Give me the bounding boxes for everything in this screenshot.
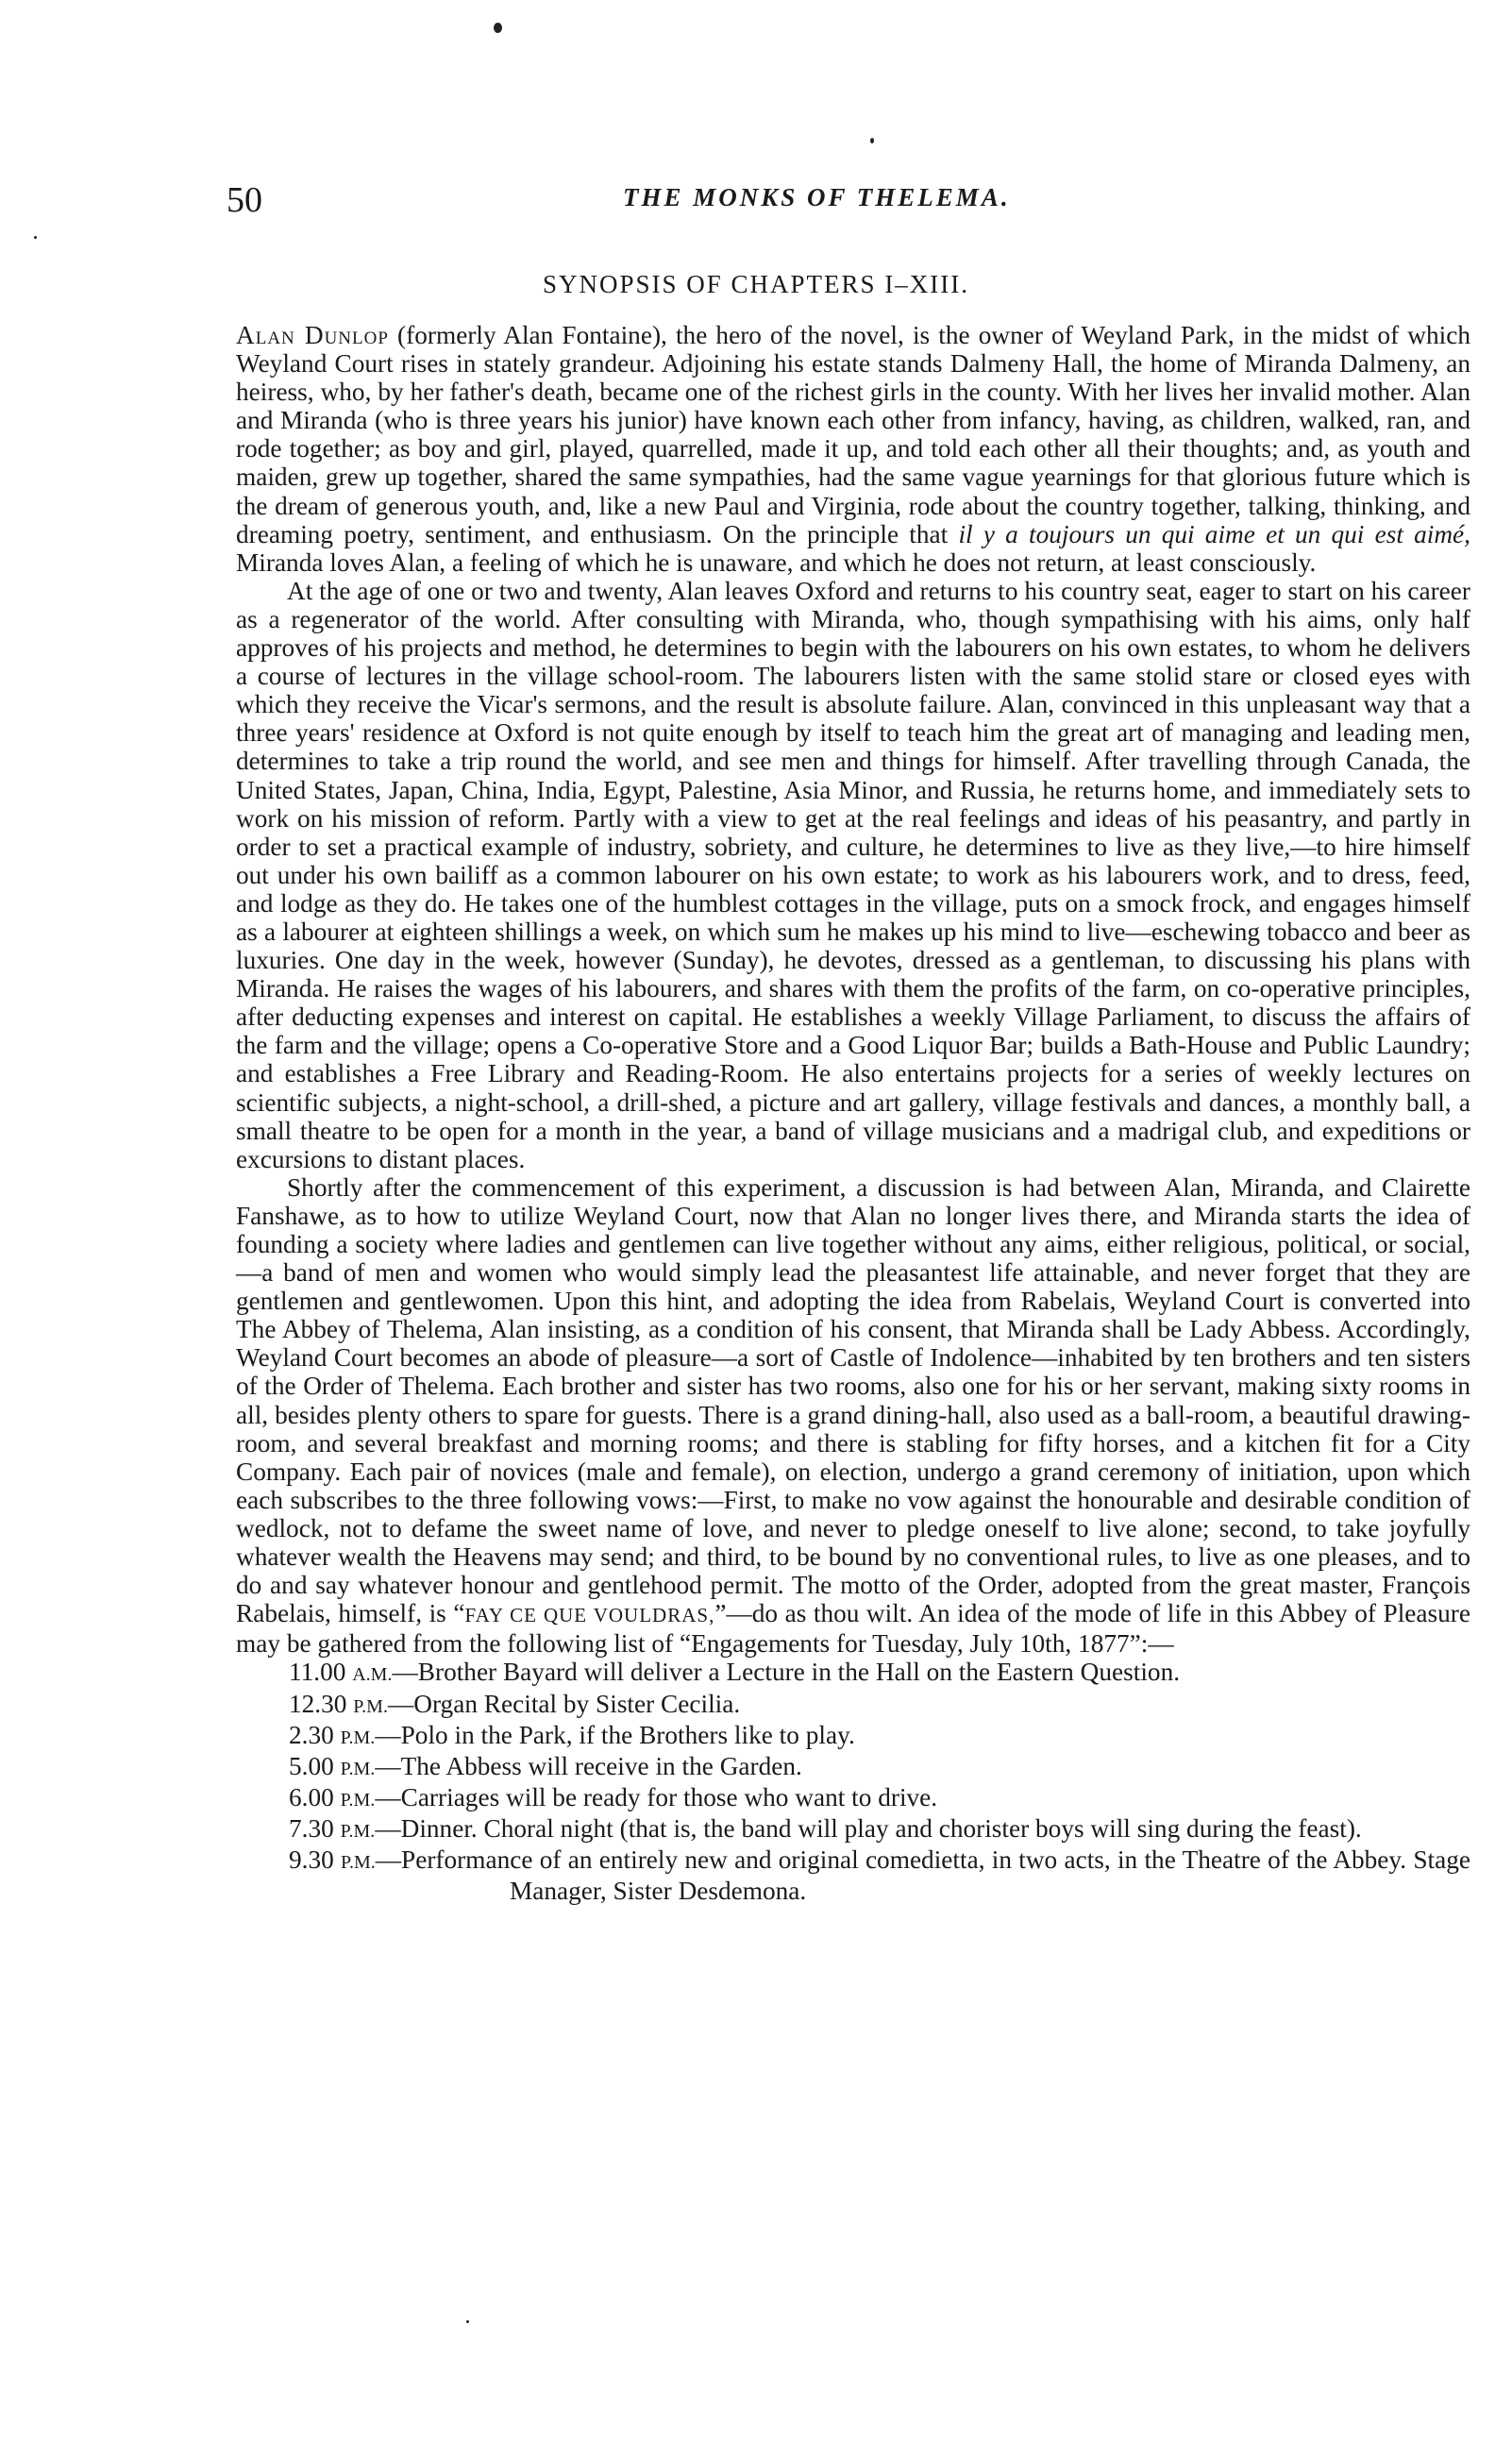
engagement-time: 5.00 xyxy=(289,1751,334,1780)
ink-speck-right xyxy=(870,138,874,143)
engagement-text: —Polo in the Park, if the Brothers like to play. xyxy=(375,1720,855,1749)
engagement-item xyxy=(236,1658,1470,1689)
engagement-period: P.M. xyxy=(340,1727,376,1748)
engagement-period: P.M. xyxy=(340,1789,376,1811)
engagement-time: 12.30 xyxy=(289,1689,347,1718)
french-quote: il y a toujours un qui aime et un qui est aimé, xyxy=(958,519,1470,548)
ink-speck-top xyxy=(494,23,502,33)
engagement-text: —Dinner. Choral night (that is, the band will play and chorister boys will sing during the feast). xyxy=(375,1813,1362,1843)
engagement-item xyxy=(236,1783,1470,1814)
engagement-time: 11.00 xyxy=(289,1658,346,1687)
engagement-text: —Brother Bayard will deliver a Lecture in the Hall on the Eastern Question. xyxy=(392,1658,1181,1687)
engagement-text: —Organ Recital by Sister Cecilia. xyxy=(387,1689,741,1718)
engagement-period: P.M. xyxy=(353,1695,388,1717)
page-header xyxy=(227,179,1472,227)
engagement-item xyxy=(236,1752,1470,1783)
ink-speck-left xyxy=(34,236,37,239)
order-motto: FAY CE QUE VOULDRAS, xyxy=(464,1604,715,1627)
engagement-period: P.M. xyxy=(341,1851,376,1873)
running-title: THE MONKS OF THELEMA. xyxy=(623,183,1011,211)
engagement-period: P.M. xyxy=(340,1758,376,1779)
synopsis-title: SYNOPSIS OF CHAPTERS I–XIII. xyxy=(542,270,970,298)
engagement-time: 2.30 xyxy=(289,1720,334,1749)
paragraph-3-text-end: ”—do as thou wilt. An idea of the mode of life in this Abbey of Pleasure may be gathered from the following list of “Engagements for Tuesday, July 10th, 1877”:— xyxy=(236,1599,1470,1659)
paragraph-lead-name: Alan Dunlop xyxy=(236,321,389,349)
paragraph-3 xyxy=(236,1173,1470,1659)
engagement-item xyxy=(236,1845,1470,1905)
engagement-text: —The Abbess will receive in the Garden. xyxy=(375,1751,802,1780)
engagement-time: 7.30 xyxy=(289,1813,334,1843)
paragraph-1 xyxy=(236,321,1470,577)
ink-speck-bottom xyxy=(466,2320,469,2323)
paragraph-2: At the age of one or two and twenty, Alan leaves Oxford and returns to his country seat, eager to start on his career as a regenerator of the world. After consulting with Miranda, who, though sympathising with his aims, only half approves of his projects and method, he determines to begin with the labourers on his own estates, to whom he delivers a course of lectures in the village school-room. The labourers listen with the same stolid stare or closed eyes with which they receive the Vicar's sermons, and the result is absolute failure. Alan, convinced in this unpleasant way that a three years' residence at Oxford is not quite enough by itself to teach him the great art of managing and leading men, determines to take a trip round the world, and see men and things for himself. After travelling through Canada, the United States, Japan, China, India, Egypt, Palestine, Asia Minor, and Russia, he returns home, and immediately sets to work on his mission of reform. Partly with a view to get at the real feelings and ideas of his peasantry, and partly in order to set a practical example of industry, sobriety, and culture, he determines to live as they live,—to hire himself out under his own bailiff as a common labourer on his own estate; to work as his labourers work, and to dress, feed, and lodge as they do. He takes one of the humblest cottages in the village, puts on a smock frock, and engages himself as a labourer at eighteen shillings a week, on which sum he makes up his mind to live—eschewing tobacco and beer as luxuries. One day in the week, however (Sunday), he devotes, dressed as a gentleman, to discussing his plans with Miranda. He raises the wages of his labourers, and shares with them the profits of the farm, on co-operative principles, after deducting expenses and interest on capital. He establishes a weekly Village Parliament, to discuss the affairs of the farm and the village; opens a Co-operative Store and a Good Liquor Bar; builds a Bath-House and Public Laundry; and establishes a Free Library and Reading-Room. He also entertains projects for a series of weekly lectures on scientific subjects, a night-school, a drill-shed, a picture and art gallery, village festivals and dances, a monthly ball, a small theatre to be open for a month in the year, a band of village musicians and a madrigal club, and expeditions or excursions to distant places. xyxy=(236,576,1470,1173)
paragraph-1-text: (formerly Alan Fontaine), the hero of the novel, is the owner of Weyland Park, in the midst of which Weyland Court rises in stately grandeur. Adjoining his estate stands Dalmeny Hall, the home of Miranda Dalmeny, an heiress, who, by her father's death, became one of the richest girls in the county. With her lives her invalid mother. Alan and Miranda (who is three years his junior) have known each other from infancy, having, as children, walked, ran, and rode together; as boy and girl, played, quarrelled, made it up, and told each other all their thoughts; and, as youth and maiden, grew up together, shared the same sympathies, had the same vague yearnings for that glorious future which is the dream of generous youth, and, like a new Paul and Virginia, rode about the country together, talking, thinking, and dreaming poetry, sentiment, and enthusiasm. On the principle that xyxy=(236,321,1470,548)
engagement-item xyxy=(236,1690,1470,1721)
engagement-time: 9.30 xyxy=(289,1845,334,1874)
engagement-item xyxy=(236,1721,1470,1752)
paragraph-3-text: Shortly after the commencement of this experiment, a discussion is had between Alan, Miranda, and Clairette Fanshawe, as to how to utilize Weyland Court, now that Alan no longer lives there, and Miranda starts the idea of founding a society where ladies and gentlemen can live together without any aims, either religious, political, or social,—a band of men and women who would simply lead the pleasantest life attainable, and never forget that they are gentlemen and gentlewomen. Upon this hint, and adopting the idea from Rabelais, Weyland Court is converted into The Abbey of Thelema, Alan insisting, as a condition of his consent, that Miranda shall be Lady Abbess. Accordingly, Weyland Court becomes an abode of pleasure—a sort of Castle of Indolence—inhabited by ten brothers and ten sisters of the Order of Thelema. Each brother and sister has two rooms, also one for his or her servant, making sixty rooms in all, besides plenty others to spare for guests. There is a grand dining-hall, also used as a ball-room, a beautiful drawing-room, and several breakfast and morning rooms; and there is stabling for fifty horses, and a kitchen fit for a City Company. Each pair of novices (male and female), on election, undergo a grand ceremony of initiation, upon which each subscribes to the three following vows:—First, to make no vow against the honourable and desirable condition of wedlock, not to defame the sweet name of love, and never to pledge oneself to live alone; second, to take joyfully whatever wealth the Heavens may send; and third, to be bound by no conventional rules, to live as one pleases, and to do and say whatever honour and gentlehood permit. The motto of the Order, adopted from the great master, François Rabelais, himself, is “ xyxy=(236,1172,1470,1628)
synopsis-body xyxy=(236,321,1470,1905)
engagement-item xyxy=(236,1814,1470,1845)
page-number: 50 xyxy=(227,180,262,220)
engagement-text: —Carriages will be ready for those who want to drive. xyxy=(375,1782,938,1811)
paragraph-1-text-end: Miranda loves Alan, a feeling of which he is unaware, and which he does not return, at least consciously. xyxy=(236,548,1317,577)
engagement-period: P.M. xyxy=(340,1820,376,1842)
engagement-text: —Performance of an entirely new and original comedietta, in two acts, in the Theatre of the Abbey. Stage Manager, Sister Desdemona. xyxy=(375,1845,1470,1906)
engagement-period: A.M. xyxy=(352,1664,393,1686)
engagement-list xyxy=(236,1658,1470,1905)
engagement-time: 6.00 xyxy=(289,1782,334,1811)
